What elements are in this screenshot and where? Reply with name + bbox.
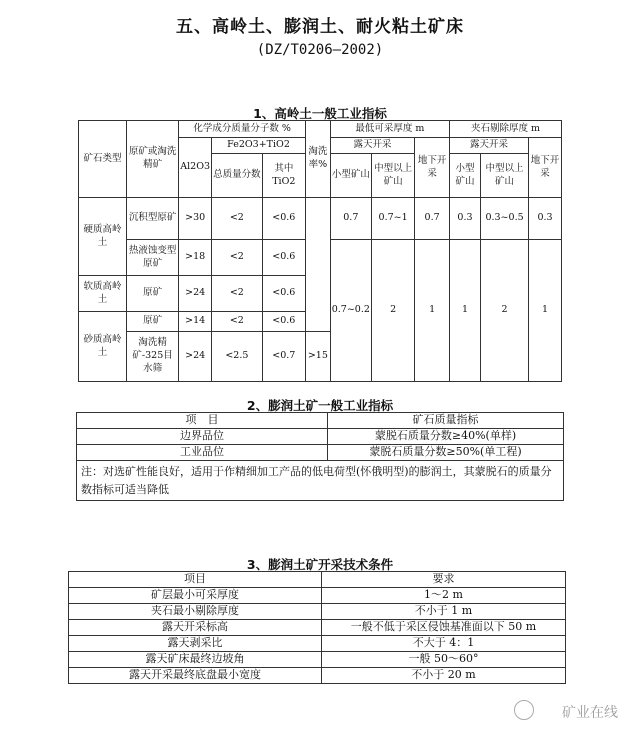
wash-empty: [305, 198, 330, 332]
h-open1: 露天开采: [330, 138, 415, 154]
r5-total: <2.5: [212, 332, 263, 382]
standard-code: (DZ/T0206—2002): [256, 42, 384, 58]
r4-total: <2: [212, 312, 263, 332]
t3-row-item: 露天开采标高: [69, 620, 322, 636]
t2-note: 注：对选矿性能良好，适用于作精细加工产品的低电荷型(怀俄明型)的膨润土，其蒙脱石的质量分数指标可适当降低: [77, 461, 564, 501]
r1-u2: 0.3: [529, 198, 562, 240]
t3-row-value: 1～2 m: [322, 588, 566, 604]
t2-row-item: 工业品位: [77, 445, 328, 461]
r1-s2: 0.3: [449, 198, 480, 240]
h-strip: 夹石剔除厚度 m: [449, 121, 561, 138]
h-fe: Fe2O3+TiO2: [212, 138, 306, 154]
r5-al: >24: [179, 332, 212, 382]
h-mid2: 中型以上矿山: [481, 154, 529, 198]
r5-ti: <0.7: [262, 332, 305, 382]
section3-heading: 3、膨润土矿开采技术条件: [246, 557, 394, 572]
t3-row-item: 露天剥采比: [69, 636, 322, 652]
r2-raw: 热液蚀变型原矿: [126, 240, 178, 276]
r2-al: >18: [179, 240, 212, 276]
merged-m1: 2: [371, 240, 414, 382]
bentonite-indicator-table: [76, 412, 564, 501]
t3-row-value: 一般不低于采区侵蚀基准面以下 50 m: [322, 620, 566, 636]
type-soft: 软质高岭土: [79, 276, 127, 312]
r3-total: <2: [212, 276, 263, 312]
t2-row-item: 边界品位: [77, 429, 328, 445]
t3-row-item: 露天开采最终底盘最小宽度: [69, 668, 322, 684]
type-sandy: 砂质高岭土: [79, 312, 127, 382]
r3-ti: <0.6: [262, 276, 305, 312]
r3-al: >24: [179, 276, 212, 312]
r4-raw: 原矿: [126, 312, 178, 332]
h-open2: 露天开采: [449, 138, 528, 154]
section2-heading: 2、膨润土矿一般工业指标: [246, 398, 394, 413]
h-small1: 小型矿山: [330, 154, 371, 198]
h-under2: 地下开采: [529, 138, 562, 198]
mining-conditions-table: [68, 571, 566, 684]
h-ti: 其中TiO2: [262, 154, 305, 198]
r1-ti: <0.6: [262, 198, 305, 240]
section1-heading: 1、高岭土一般工业指标: [253, 106, 387, 121]
r1-al: >30: [179, 198, 212, 240]
merged-u1: 1: [415, 240, 450, 382]
r1-m2: 0.3~0.5: [481, 198, 529, 240]
merged-s2: 1: [449, 240, 480, 382]
watermark: 矿业在线: [562, 705, 618, 721]
h-small2: 小型矿山: [449, 154, 480, 198]
r5-raw: 淘洗精矿-325目水筛: [126, 332, 178, 382]
t3-h-item: 项目: [69, 572, 322, 588]
t2-h-quality: 矿石质量指标: [328, 413, 564, 429]
type-hard: 硬质高岭土: [79, 198, 127, 276]
h-under1: 地下开采: [415, 138, 450, 198]
r5-wash: >15: [305, 332, 330, 382]
h-chem: 化学成分质量分子数 %: [179, 121, 306, 138]
merged-u2: 1: [529, 240, 562, 382]
r1-u1: 0.7: [415, 198, 450, 240]
page-title: 五、高岭土、膨润土、耐火粘土矿床: [176, 17, 464, 37]
t3-row-item: 夹石最小剔除厚度: [69, 604, 322, 620]
r2-ti: <0.6: [262, 240, 305, 276]
h-wash: 淘洗率%: [305, 121, 330, 198]
t3-row-value: 不大于 4：1: [322, 636, 566, 652]
t3-row-value: 不小于 1 m: [322, 604, 566, 620]
r1-total: <2: [212, 198, 263, 240]
h-raw: 原矿或淘洗精矿: [126, 121, 178, 198]
h-ore-type: 矿石类型: [79, 121, 127, 198]
r4-ti: <0.6: [262, 312, 305, 332]
t3-row-value: 不小于 20 m: [322, 668, 566, 684]
merged-m2: 2: [481, 240, 529, 382]
t2-h-item: 项 目: [77, 413, 328, 429]
t2-row-value: 蒙脱石质量分数≥40%(单样): [328, 429, 564, 445]
h-al: Al2O3: [179, 138, 212, 198]
h-min-thick: 最低可采厚度 m: [330, 121, 449, 138]
h-mid1: 中型以上矿山: [371, 154, 414, 198]
t3-row-item: 露天矿床最终边坡角: [69, 652, 322, 668]
wechat-icon: [514, 700, 534, 720]
r1-s1: 0.7: [330, 198, 371, 240]
merged-s1: 0.7~0.2: [330, 240, 371, 382]
t3-row-value: 一般 50～60°: [322, 652, 566, 668]
r2-total: <2: [212, 240, 263, 276]
r1-raw: 沉积型原矿: [126, 198, 178, 240]
r4-al: >14: [179, 312, 212, 332]
r1-m1: 0.7~1: [371, 198, 414, 240]
h-total: 总质量分数: [212, 154, 263, 198]
r3-raw: 原矿: [126, 276, 178, 312]
t2-row-value: 蒙脱石质量分数≥50%(单工程): [328, 445, 564, 461]
t3-row-item: 矿层最小可采厚度: [69, 588, 322, 604]
t3-h-req: 要求: [322, 572, 566, 588]
kaolin-indicator-table: [78, 120, 562, 382]
